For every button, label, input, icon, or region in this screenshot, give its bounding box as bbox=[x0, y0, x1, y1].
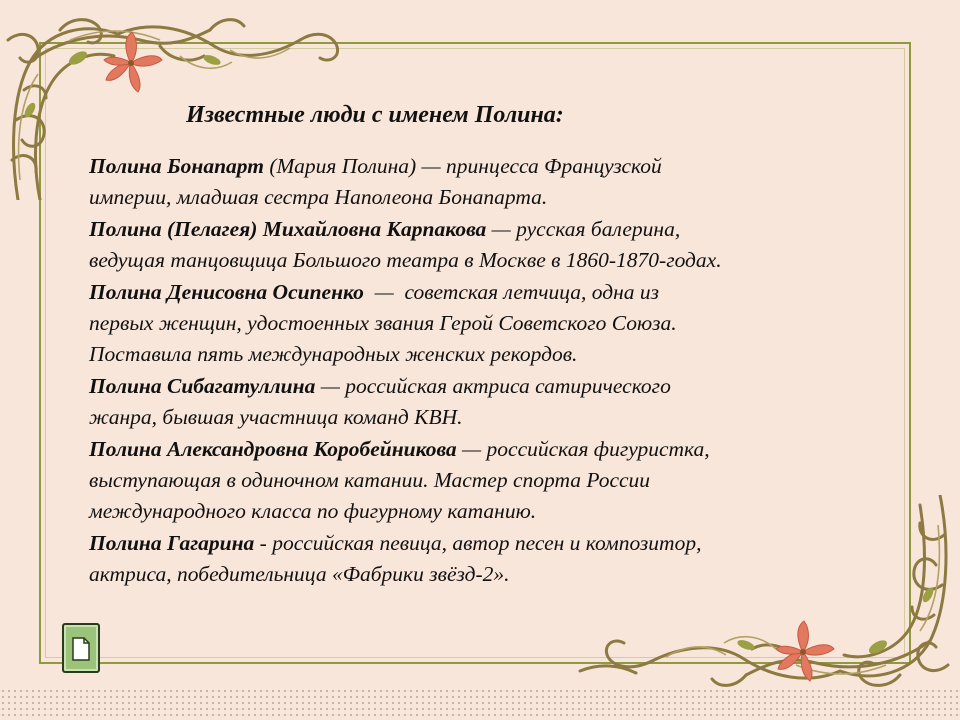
description-line: международного класса по фигурному катанию. bbox=[89, 499, 537, 524]
description-line: ведущая танцовщица Большого театра в Москве в 1860-1870-годах. bbox=[89, 248, 722, 273]
person-name: Полина (Пелагея) Михайловна Карпакова bbox=[89, 216, 487, 241]
description-line: (Мария Полина) — принцесса Французской bbox=[263, 154, 662, 178]
person-name: Полина Денисовна Осипенко bbox=[89, 279, 364, 304]
description-line: первых женщин, удостоенных звания Герой Советского Союза. bbox=[89, 311, 677, 336]
description-line: жанра, бывшая участница команд КВН. bbox=[89, 405, 463, 430]
description-line: — российская актриса сатирического bbox=[315, 373, 671, 398]
description-line: - российская певица, автор песен и композитор, bbox=[254, 530, 702, 555]
document-button[interactable] bbox=[62, 623, 100, 673]
list-item bbox=[89, 277, 909, 308]
document-icon bbox=[72, 637, 90, 661]
description-line: — советская летчица, одна из bbox=[363, 279, 660, 304]
people-list bbox=[89, 151, 909, 591]
description-line: империи, младшая сестра Наполеона Бонапарта. bbox=[89, 185, 548, 210]
description-line: — российская фигуристка, bbox=[456, 436, 710, 461]
description-line: актриса, победительница «Фабрики звёзд-2». bbox=[89, 562, 510, 587]
description-line: — русская балерина, bbox=[486, 216, 681, 241]
list-item bbox=[89, 151, 909, 182]
description-line: выступающая в одиночном катании. Мастер спорта России bbox=[89, 468, 651, 493]
list-item bbox=[89, 434, 909, 465]
person-name: Полина Бонапарт bbox=[89, 154, 264, 178]
person-name: Полина Сибагатуллина bbox=[89, 373, 316, 398]
person-name: Полина Гагарина bbox=[89, 530, 255, 555]
slide-title: Известные люди с именем Полина: bbox=[186, 102, 564, 128]
description-line: Поставила пять международных женских рекордов. bbox=[89, 342, 578, 367]
list-item bbox=[89, 528, 909, 559]
dotted-footer-band bbox=[0, 688, 960, 720]
list-item bbox=[89, 214, 909, 245]
person-name: Полина Александровна Коробейникова bbox=[89, 436, 457, 461]
list-item bbox=[89, 371, 909, 402]
